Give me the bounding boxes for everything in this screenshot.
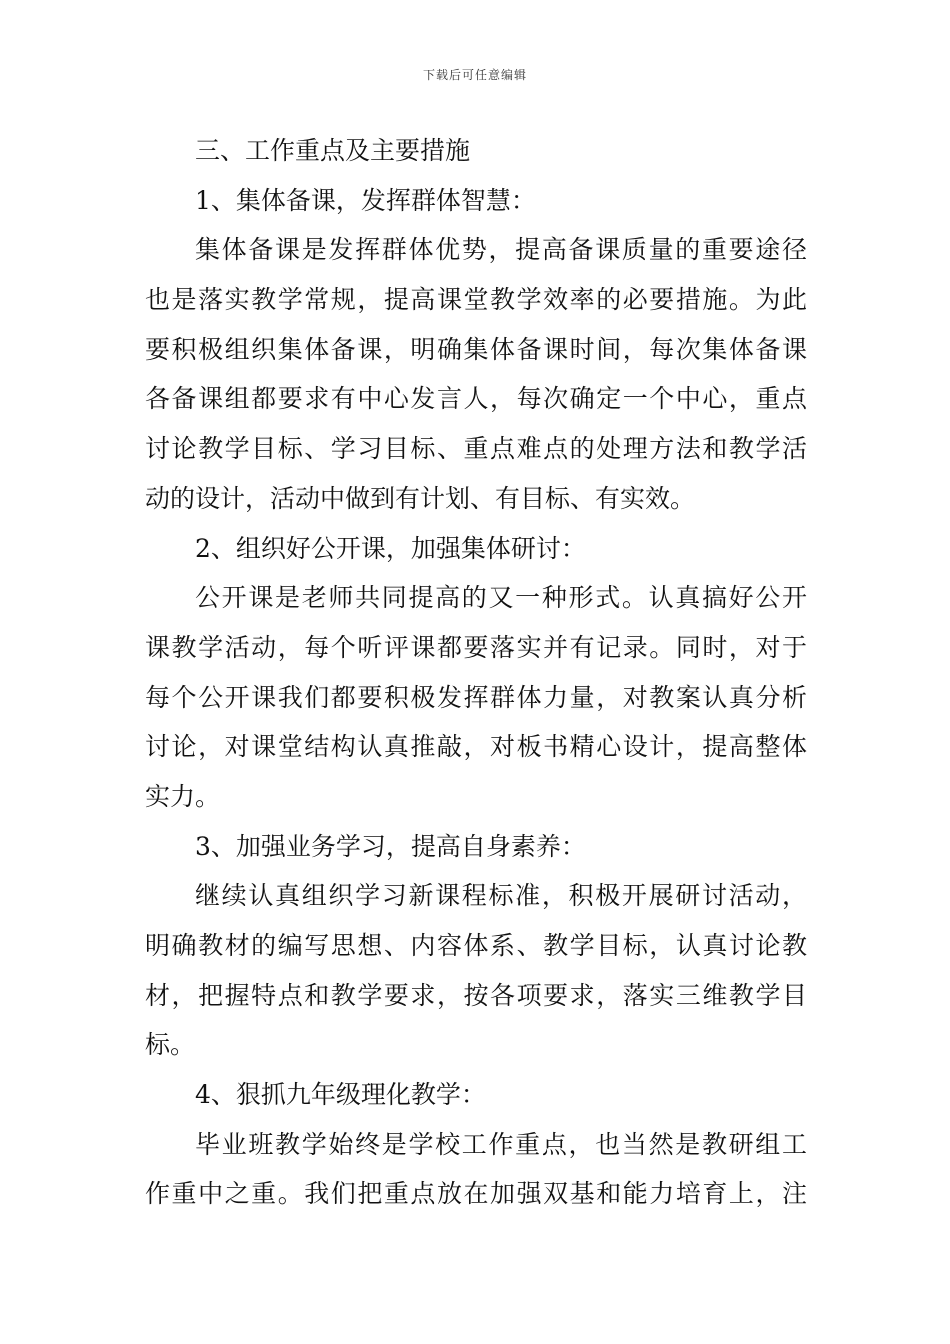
text-line: 讨论教学目标、学习目标、重点难点的处理方法和教学活 xyxy=(145,434,807,464)
text-line: 材，把握特点和教学要求，按各项要求，落实三维教学目 xyxy=(145,980,807,1010)
text-line: 集体备课是发挥群体优势，提高备课质量的重要途径 xyxy=(195,235,807,265)
text-line: 明确教材的编写思想、内容体系、教学目标，认真讨论教 xyxy=(145,931,807,960)
text-line: 继续认真组织学习新课程标准，积极开展研讨活动， xyxy=(195,881,807,911)
text-line: 课教学活动，每个听评课都要落实并有记录。同时，对于 xyxy=(145,632,807,662)
text-line: 毕业班教学始终是学校工作重点，也当然是教研组工 xyxy=(195,1129,807,1159)
text-line: 4、狠抓九年级理化教学： xyxy=(195,1080,486,1110)
text-line: 要积极组织集体备课，明确集体备课时间，每次集体备课 xyxy=(145,334,807,364)
text-line: 作重中之重。我们把重点放在加强双基和能力培育上，注 xyxy=(145,1179,807,1209)
text-line: 公开课是老师共同提高的又一种形式。认真搞好公开 xyxy=(195,583,807,613)
text-line: 讨论，对课堂结构认真推敲，对板书精心设计，提高整体 xyxy=(145,732,807,762)
page-header-note: 下载后可任意编辑 xyxy=(422,68,527,82)
text-line: 2、组织好公开课，加强集体研讨： xyxy=(195,533,586,563)
text-line: 也是落实教学常规，提高课堂教学效率的必要措施。为此 xyxy=(145,285,807,315)
text-line: 三、工作重点及主要措施 xyxy=(195,136,471,165)
document-body xyxy=(145,126,807,1219)
text-line: 1、集体备课，发挥群体智慧： xyxy=(195,185,536,215)
text-line: 标。 xyxy=(145,1030,196,1060)
text-line: 实力。 xyxy=(145,781,221,811)
text-line: 各备课组都要求有中心发言人，每次确定一个中心，重点 xyxy=(145,384,807,414)
text-line: 动的设计，活动中做到有计划、有目标、有实效。 xyxy=(145,483,696,513)
text-line: 3、加强业务学习，提高自身素养： xyxy=(195,831,586,861)
text-line: 每个公开课我们都要积极发挥群体力量，对教案认真分析 xyxy=(145,682,807,712)
